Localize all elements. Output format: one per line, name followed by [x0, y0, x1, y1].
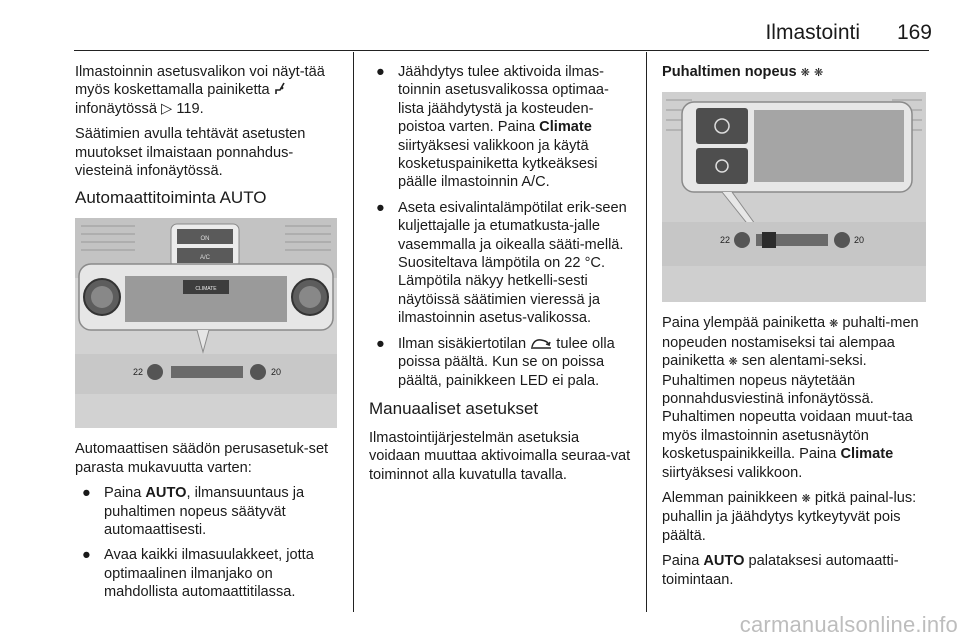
list-item	[369, 63, 634, 192]
settings-touch-icon	[274, 82, 286, 95]
bold-term: Climate	[539, 119, 592, 136]
bold-term: AUTO	[703, 553, 745, 570]
fan-down-icon: ❋	[728, 356, 738, 369]
recirculation-icon	[530, 338, 552, 349]
column-3	[662, 63, 928, 596]
subheading	[662, 63, 928, 82]
page-reference[interactable]: 119.	[176, 100, 204, 117]
climate-button-label: CLIMATE	[195, 286, 217, 293]
paragraph: Säätimien avulla tehtävät asetusten muutokset ilmaistaan ponnahdus-viesteinä infonäytössä.	[75, 126, 306, 180]
text: tulee olla poissa päältä. Kun se on poissa päältä, painikkeen LED ei pala.	[398, 335, 615, 389]
page-ref-arrow-icon: ▷	[161, 100, 173, 117]
fan-down-icon: ❋	[801, 493, 811, 506]
column-divider-2	[646, 52, 647, 612]
fan-speed-heading: Puhaltimen nopeus	[662, 64, 797, 80]
column-2	[369, 63, 634, 491]
fan-down-icon: ❋	[813, 67, 824, 79]
temp-right-label: 20	[271, 367, 282, 378]
bullet: ●	[376, 64, 385, 80]
text: Jäähdytys tulee aktivoida ilmas-toinnin asetusvalikossa optimaa-lista jäähdytystä ja kosteuden-poistoa varten. Paina	[398, 64, 609, 136]
temp-left-label: 22	[133, 367, 144, 378]
ac-label: A/C	[199, 255, 211, 262]
paragraph: Automaattisen säädön perusasetuk-set parasta mukavuutta varten:	[75, 441, 329, 476]
fan-up-icon: ❋	[800, 67, 810, 79]
text: pitkä painal-lus: puhallin ja jäähdytys kytkeytyvät pois päältä.	[662, 490, 917, 544]
list-item	[369, 199, 634, 328]
paragraph	[662, 314, 928, 482]
text: Aseta esivalintalämpötilat erik-seen kuljettajalle ja etumatkusta-jalle vasemmalla ja oikealla sääti-mellä. Suositeltava lämpötila on 22 °C. Lämpötila näkyy hetkelli-sesti näytöissä säätimien vieressä ja ilmastoinnin asetus-valikossa.	[398, 199, 627, 327]
text: Ilman sisäkiertotilan	[398, 335, 527, 352]
paragraph: Ilmastointijärjestelmän asetuksia voidaan muuttaa aktivoimalla seuraa-vat toiminnot alla kuvatulla tavalla.	[369, 429, 631, 483]
fan-up-icon: ❋	[829, 318, 839, 331]
section-heading: Automaattitoiminta AUTO	[75, 188, 267, 208]
paragraph	[662, 489, 928, 545]
text: siirtyäksesi valikkoon.	[662, 464, 803, 481]
column-1	[75, 63, 343, 609]
bullet: ●	[82, 485, 91, 502]
fan-speed-buttons-figure	[662, 92, 926, 302]
on-label: ON	[200, 236, 210, 243]
column-divider-1	[353, 52, 354, 612]
text: infonäytössä	[75, 100, 157, 117]
bullet: ●	[82, 547, 91, 564]
text: Avaa kaikki ilmasuulakkeet, jotta optimaalinen ilmanjako on mahdollista automaattitilassa.	[104, 547, 314, 601]
text: Paina ylempää painiketta	[662, 315, 826, 332]
list-item	[369, 335, 634, 390]
section-heading: Manuaaliset asetukset	[369, 398, 539, 418]
bullet: ●	[376, 335, 385, 352]
bold-term: AUTO	[145, 485, 187, 502]
text: Paina	[104, 485, 146, 502]
page-number: 169	[896, 21, 932, 44]
text: Alemman painikkeen	[662, 490, 798, 507]
section-title: Ilmastointi	[765, 21, 860, 44]
text: siirtyäksesi valikkoon ja käytä kosketuspainiketta kytkeäksesi päälle ilmastoinnin A/C.	[398, 137, 598, 191]
text: Ilmastoinnin asetusvalikon voi näyt-tää myös koskettamalla painiketta	[75, 64, 325, 99]
list-item	[75, 484, 343, 539]
bold-term: Climate	[840, 446, 894, 463]
watermark: carmanualsonline.info	[739, 612, 958, 637]
text: Paina	[662, 553, 700, 570]
paragraph	[662, 552, 928, 589]
temp-right-label: 20	[854, 235, 865, 246]
temp-left-label: 22	[720, 235, 731, 246]
bullet: ●	[376, 199, 385, 216]
text: puhalti-men nopeuden nostamiseksi tai alempaa painiketta	[662, 315, 919, 370]
climate-control-auto-figure	[75, 218, 337, 428]
list-item	[75, 546, 343, 601]
text: , ilmansuuntaus ja puhaltimen nopeus säätyvät automaattisesti.	[104, 485, 305, 539]
text: palataksesi automaatti-toimintaan.	[662, 553, 899, 588]
text: sen alentami-seksi. Puhaltimen nopeus näytetään ponnahdusviestinä infonäytössä. Puhaltimen nopeutta voidaan muut-taa myös ilmastoinnin asetusnäytön kosketuspainikkeilla. Paina	[662, 353, 913, 463]
paragraph	[75, 63, 343, 118]
header-rule	[74, 50, 929, 51]
